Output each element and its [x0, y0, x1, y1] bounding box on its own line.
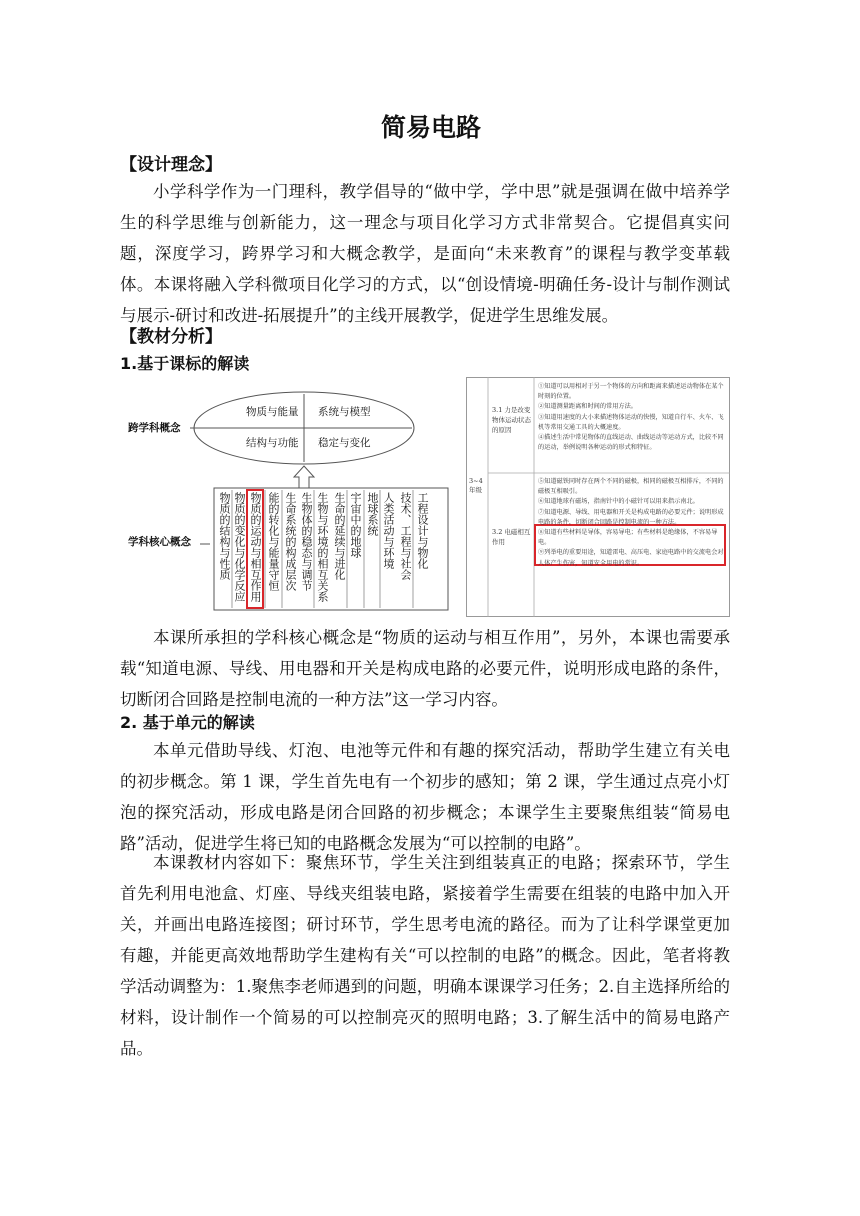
subheading-unit: 2. 基于单元的解读 [120, 713, 255, 732]
list-item: ⑧知道有些材料是导体，容易导电；有些材料是绝缘体，不容易导电。 [538, 529, 718, 547]
design-heading: 【设计理念】 [120, 155, 222, 175]
material-heading: 【教材分析】 [120, 327, 222, 347]
core-concept-paragraph: 本课所承担的学科核心概念是“物质的运动与相互作用”，另外，本课也需要承载“知道电源、导线、用电器和开关是构成电路的必要元件，说明形成电路的条件，切断闭合回路是控制电流的一种方法”这一学习内容。 [120, 628, 730, 709]
row1-items [538, 382, 726, 453]
unit-paragraph: 本单元借助导线、灯泡、电池等元件和有趣的探究活动，帮助学生建立有关电的初步概念。第 1 课，学生首先电有一个初步的感知；第 2 课，学生通过点亮小灯泡的探究活动，形成电路是闭合回路的初步概念；本课学生主要聚焦组装“简易电路”活动，促进学生将已知的电路概念发展为“可以控制的电路”。 [120, 741, 730, 853]
curriculum-table [466, 377, 730, 617]
list-item: ③知道用速度的大小来描述物体运动的快慢，知道自行车、火车、飞机等常用交通工具的大概速度。 [538, 413, 724, 431]
ellipse-item: 物质与能量 [246, 406, 299, 418]
content-paragraph: 本课教材内容如下：聚焦环节，学生关注到组装真正的电路；探索环节，学生首先利用电池盒、灯座、导线夹组装电路，紧接着学生需要在组装的电路中加入开关，并画出电路连接图；研讨环节，学生思考电流的路径。而为了让科学课堂更加有趣，并能更高效地帮助学生建构有关“可以控制的电路”的概念。因此，笔者将教学活动调整为：1.聚焦李老师遇到的问题，明确本课课学习任务；2.自主选择所给的材料，设计制作一个简易的可以控制亮灭的照明电路；3.了解生活中的简易电路产品。 [120, 853, 730, 1058]
concept-diagram: 跨学科概念 学科核心概念 物质与能量 系统与模型 结构与功能 稳定与变化 物质的结构与性质 物质的变化与化学反应 物质的运动与相互作用 能的转化与能量守恒 生命系统的构成层次 生物体的稳态与调节 生物与环境的相互关系 生命的延续与进化 宇宙中的地球 地球系统 人类活动与环境 技术、工程与社会 工程设计与物化 [128, 382, 450, 612]
ellipse-item: 结构与功能 [246, 437, 299, 449]
list-item: ⑥知道地球有磁场，指南针中的小磁针可以用来指示南北。 [538, 498, 699, 506]
list-item: ①知道可以用相对于另一个物体的方向和距离来描述运动物体在某个时刻的位置。 [538, 383, 724, 401]
design-paragraph: 小学科学作为一门理科，教学倡导的“做中学，学中思”就是强调在做中培养学生的科学思维与创新能力，这一理念与项目化学习方式非常契合。它提倡真实问题，深度学习，跨界学习和大概念教学，是面向“未来教育”的课程与教学变革载体。本课将融入学科微项目化学习的方式，以“创设情境-明确任务-设计与制作测试与展示-研讨和改进-拓展提升”的主线开展教学，促进学生思维发展。 [120, 182, 730, 325]
page-title: 简易电路 [380, 113, 481, 142]
subheading-curriculum: 1.基于课标的解读 [120, 354, 250, 373]
cross-concept-label: 跨学科概念 [128, 422, 181, 434]
ellipse-item: 稳定与变化 [318, 437, 371, 449]
ellipse-item: 系统与模型 [318, 406, 371, 418]
list-item: ②知道测量距离和时间的常用方法。 [538, 403, 637, 411]
core-concept-label: 学科核心概念 [128, 536, 191, 548]
row-title: 3.1 力是改变物体运动状态的原因 [492, 406, 531, 434]
list-item: ⑤知道磁铁同时存在两个不同的磁极，相同的磁极互相排斥，不同的磁极互相吸引。 [538, 478, 724, 496]
list-item: ⑨列举电的重要用途，知道雷电、高压电、家庭电路中的交流电会对人体产生伤害，知道安全用电的常识。 [538, 549, 724, 567]
row-title: 3.2 电磁相互作用 [492, 528, 531, 546]
row2-items [538, 477, 726, 569]
list-item: ④描述生活中常见物体的直线运动、曲线运动等运动方式，比较不同的运动，举例说明各种运动的形式和特征。 [538, 434, 724, 452]
list-item-highlighted: ⑦知道电源、导线、用电器和开关是构成电路的必要元件；说明形成电路的条件，切断闭合回路是控制电流的一种方法。 [538, 508, 724, 526]
grade-label: 3~4年级 [469, 477, 483, 494]
